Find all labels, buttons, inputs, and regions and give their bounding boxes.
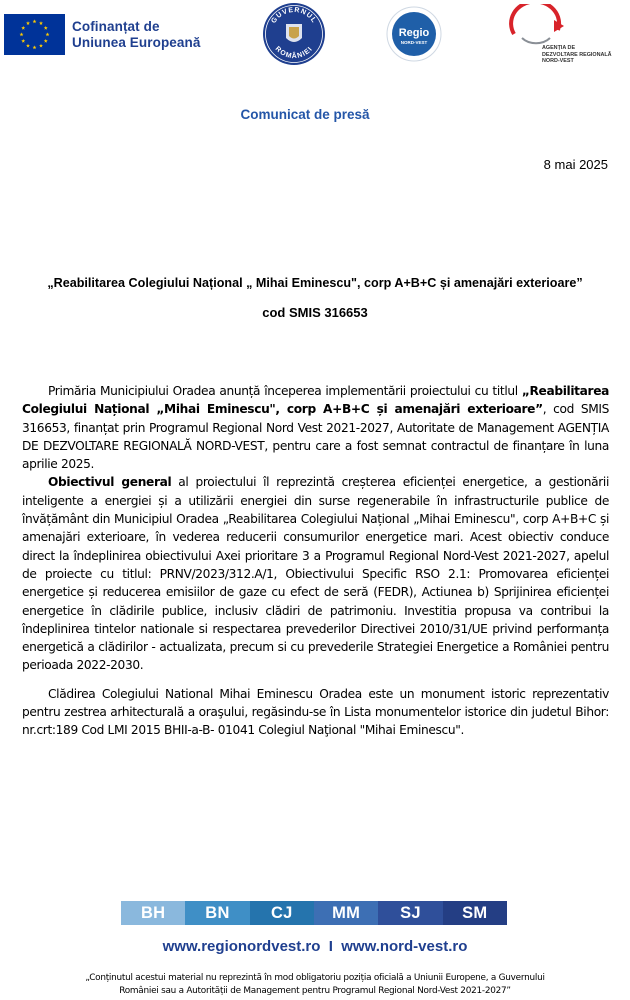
eu-star-icon	[33, 19, 37, 23]
eu-text-line2: Uniunea Europeană	[72, 34, 201, 50]
regio-sub: NORD-VEST	[400, 40, 428, 45]
government-text-bottom: ROMÂNIEI	[273, 45, 315, 61]
website-links[interactable]: www.regionordvest.ro I www.nord-vest.ro	[162, 938, 468, 955]
release-date: 8 mai 2025	[543, 157, 608, 172]
p1-intro: Primăria Municipiului Oradea anunță începerea implementării proiectului cu titlul	[48, 384, 522, 398]
eu-star-icon	[26, 21, 30, 25]
p1-rest: , cod SMIS 316653, finanțat prin Programul Regional Nord Vest 2021-2027, Autoritate de Management AGENȚIA DE DEZVOLTARE REGIONALĂ NORD-VEST, pentru care a fost semnat contractul de finanțare în luna aprilie 2025.	[22, 402, 609, 472]
eu-star-icon	[39, 21, 43, 25]
eu-star-icon	[46, 32, 50, 36]
eu-star-icon	[44, 39, 48, 43]
county-sj	[378, 901, 442, 925]
eu-star-icon	[20, 32, 24, 36]
eu-text	[72, 19, 200, 51]
eu-flag-icon	[4, 14, 65, 55]
eu-star-icon	[21, 39, 25, 43]
paragraph-objective	[22, 473, 609, 674]
county-cj	[250, 901, 314, 925]
regio-logo-icon	[386, 6, 442, 62]
government-seal-icon	[262, 2, 326, 66]
press-body	[22, 382, 609, 740]
adr-swirl-icon	[506, 4, 626, 46]
adr-text-line2: DEZVOLTARE REGIONALĂ	[542, 51, 612, 58]
county-label: MM	[332, 903, 361, 922]
regio-name: Regio	[398, 27, 430, 39]
county-label: CJ	[270, 903, 293, 922]
government-text-top: GUVERNUL	[270, 6, 318, 25]
adr-logo	[506, 4, 626, 66]
press-release-title: Comunicat de presă	[240, 107, 370, 122]
disclaimer-line2: României sau a Autorității de Management pentru Programul Regional Nord-Vest 2021-2027”	[119, 986, 511, 996]
p2-objective-label: Obiectivul general	[48, 475, 172, 490]
county-label: SJ	[400, 903, 421, 922]
p1-project-name: „Reabilitarea Colegiului Național „Mihai Eminescu", corp A+B+C și amenajări exterioare”	[22, 384, 609, 417]
paragraph-monument: Clădirea Colegiului National Mihai Eminescu Oradea este un monument istoric reprezentativ pentru zestrea arhitecturală a oraşului, regăsindu-se în Lista monumentelor istorice din judetul Bihor: nr.crt:189 Cod LMI 2015 BHII-a-B- 01041 Colegiul Naţional "Mihai Eminescu".	[22, 686, 609, 738]
eu-star-icon	[39, 44, 43, 48]
eu-logo	[4, 14, 200, 55]
project-title: „Reabilitarea Colegiului Național „ Mihai Eminescu", corp A+B+C și amenajări exterioare”	[47, 276, 583, 290]
county-mm	[314, 901, 378, 925]
p2-rest: al proiectului îl reprezintă creșterea eficienței energetice, a gestionării inteligente a energiei și a utilizării energiei din surse regenerabile în infrastructurile publice de învățământ din Municipiul Oradea „Reabilitarea Colegiului Național „Mihai Eminescu", corp A+B+C și amenajări exterioare, în vederea reducerii consumurilor energetice mari. Acest obiectiv conduce direct la îndeplinirea obiectivului Axei prioritare 3 a Programul Regional Nord-Vest 2021-2027, apelul de proiecte cu titlul: PRNV/2023/312.A/1, Obiectivului Specific RSO 2.1: Promovarea eficienței energetice și reducerea emisiilor de gaze cu efect de seră (FEDR), Actiunea b) Sprijinirea eficienței energetice în clădirile publice, inclusiv clădiri de patrimoniu. Investitia propusa va contribui la îndeplinirea tintelor nationale si respectarea prevederilor Directivei 2010/31/UE privind performanța energetică a clădirilor - actualizata, precum si cu prevederile Strategiei Energetice a României pentru perioada 2022-2030.	[22, 475, 609, 673]
disclaimer-line1: „Conținutul acestui material nu reprezintă în mod obligatoriu poziția oficială a Uniunii Europene, a Guvernului	[85, 973, 545, 983]
eu-star-icon	[21, 26, 25, 30]
county-bh	[121, 901, 185, 925]
county-bn	[185, 901, 249, 925]
counties-bar	[121, 901, 507, 925]
county-label: BN	[205, 903, 230, 922]
smis-code: cod SMIS 316653	[262, 305, 368, 320]
adr-text-line1: AGENȚIA DE	[542, 45, 576, 51]
disclaimer	[0, 972, 630, 998]
county-sm	[443, 901, 507, 925]
eu-star-icon	[44, 26, 48, 30]
eu-star-icon	[33, 45, 37, 49]
county-label: SM	[462, 903, 488, 922]
header-logos	[0, 0, 630, 70]
adr-text	[542, 45, 612, 65]
eu-star-icon	[26, 44, 30, 48]
paragraph-intro	[22, 382, 609, 473]
county-label: BH	[140, 903, 166, 922]
adr-text-line3: NORD-VEST	[542, 58, 574, 64]
eu-text-line1: Cofinanțat de	[72, 18, 160, 34]
